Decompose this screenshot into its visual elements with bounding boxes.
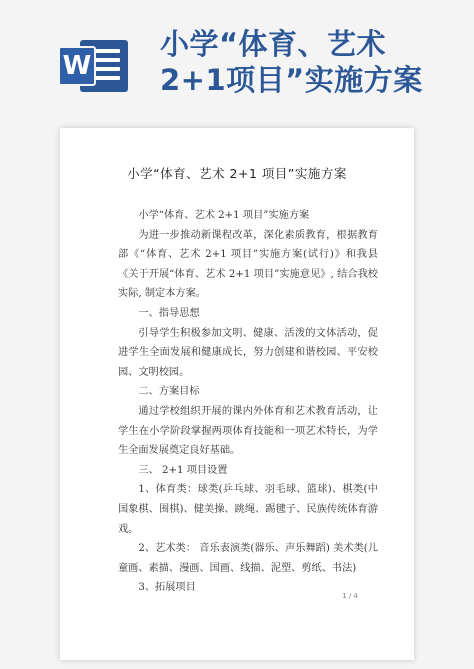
paragraph-extension: 3、拓展项目	[138, 582, 196, 594]
banner-title	[160, 26, 472, 98]
section-heading-1: 一、指导思想	[138, 307, 200, 319]
banner	[0, 0, 474, 112]
paragraph-subtitle: 小学“体育、艺术 2+1 项目”实施方案	[138, 210, 310, 221]
word-logo-badge: W	[58, 46, 96, 86]
paragraph-intro: 为进一步推动新课程改革，深化素质教育，根据教育部《“体育、艺术 2+1 项目”实施方案(试行)》和我县《关于开展“体育、艺术 2+1 项目”实施意见》, 结合我校实际, 制定本方案。	[118, 229, 378, 300]
word-document-icon	[58, 40, 128, 92]
document-page	[60, 128, 414, 660]
section-heading-3: 三、 2+1 项目设置	[138, 464, 228, 476]
paragraph-goals: 通过学校组织开展的课内外体育和艺术教育活动，让学生在小学阶段掌握两项体育技能和一项艺术特长，为学生全面发展奠定良好基础。	[118, 405, 378, 457]
paragraph-sports: 1、体育类：球类(乒乓球、羽毛球、篮球)、棋类(中国象棋、围棋)、健美操、跳绳、踢毽子、民族传统体育游戏。	[118, 484, 378, 535]
paragraph-guiding-ideas: 引导学生积极参加文明、健康、活泼的文体活动，促进学生全面发展和健康成长，努力创建和谐校园、平安校园、文明校园。	[118, 327, 378, 378]
page-number: 1 / 4	[342, 592, 358, 600]
document-title: 小学“体育、艺术 2+1 项目”实施方案	[127, 166, 347, 181]
document-body	[118, 206, 378, 598]
banner-title-line-1: 小学“体育、艺术	[160, 27, 387, 61]
section-heading-2: 二、方案目标	[138, 386, 200, 398]
paragraph-arts: 2、艺术类： 音乐表演类(器乐、声乐舞蹈) 美术类(儿童画、素描、漫画、国画、线描、泥塑、剪纸、书法)	[118, 543, 378, 574]
banner-title-line-2: 2+1项目”实施方案	[160, 63, 423, 97]
